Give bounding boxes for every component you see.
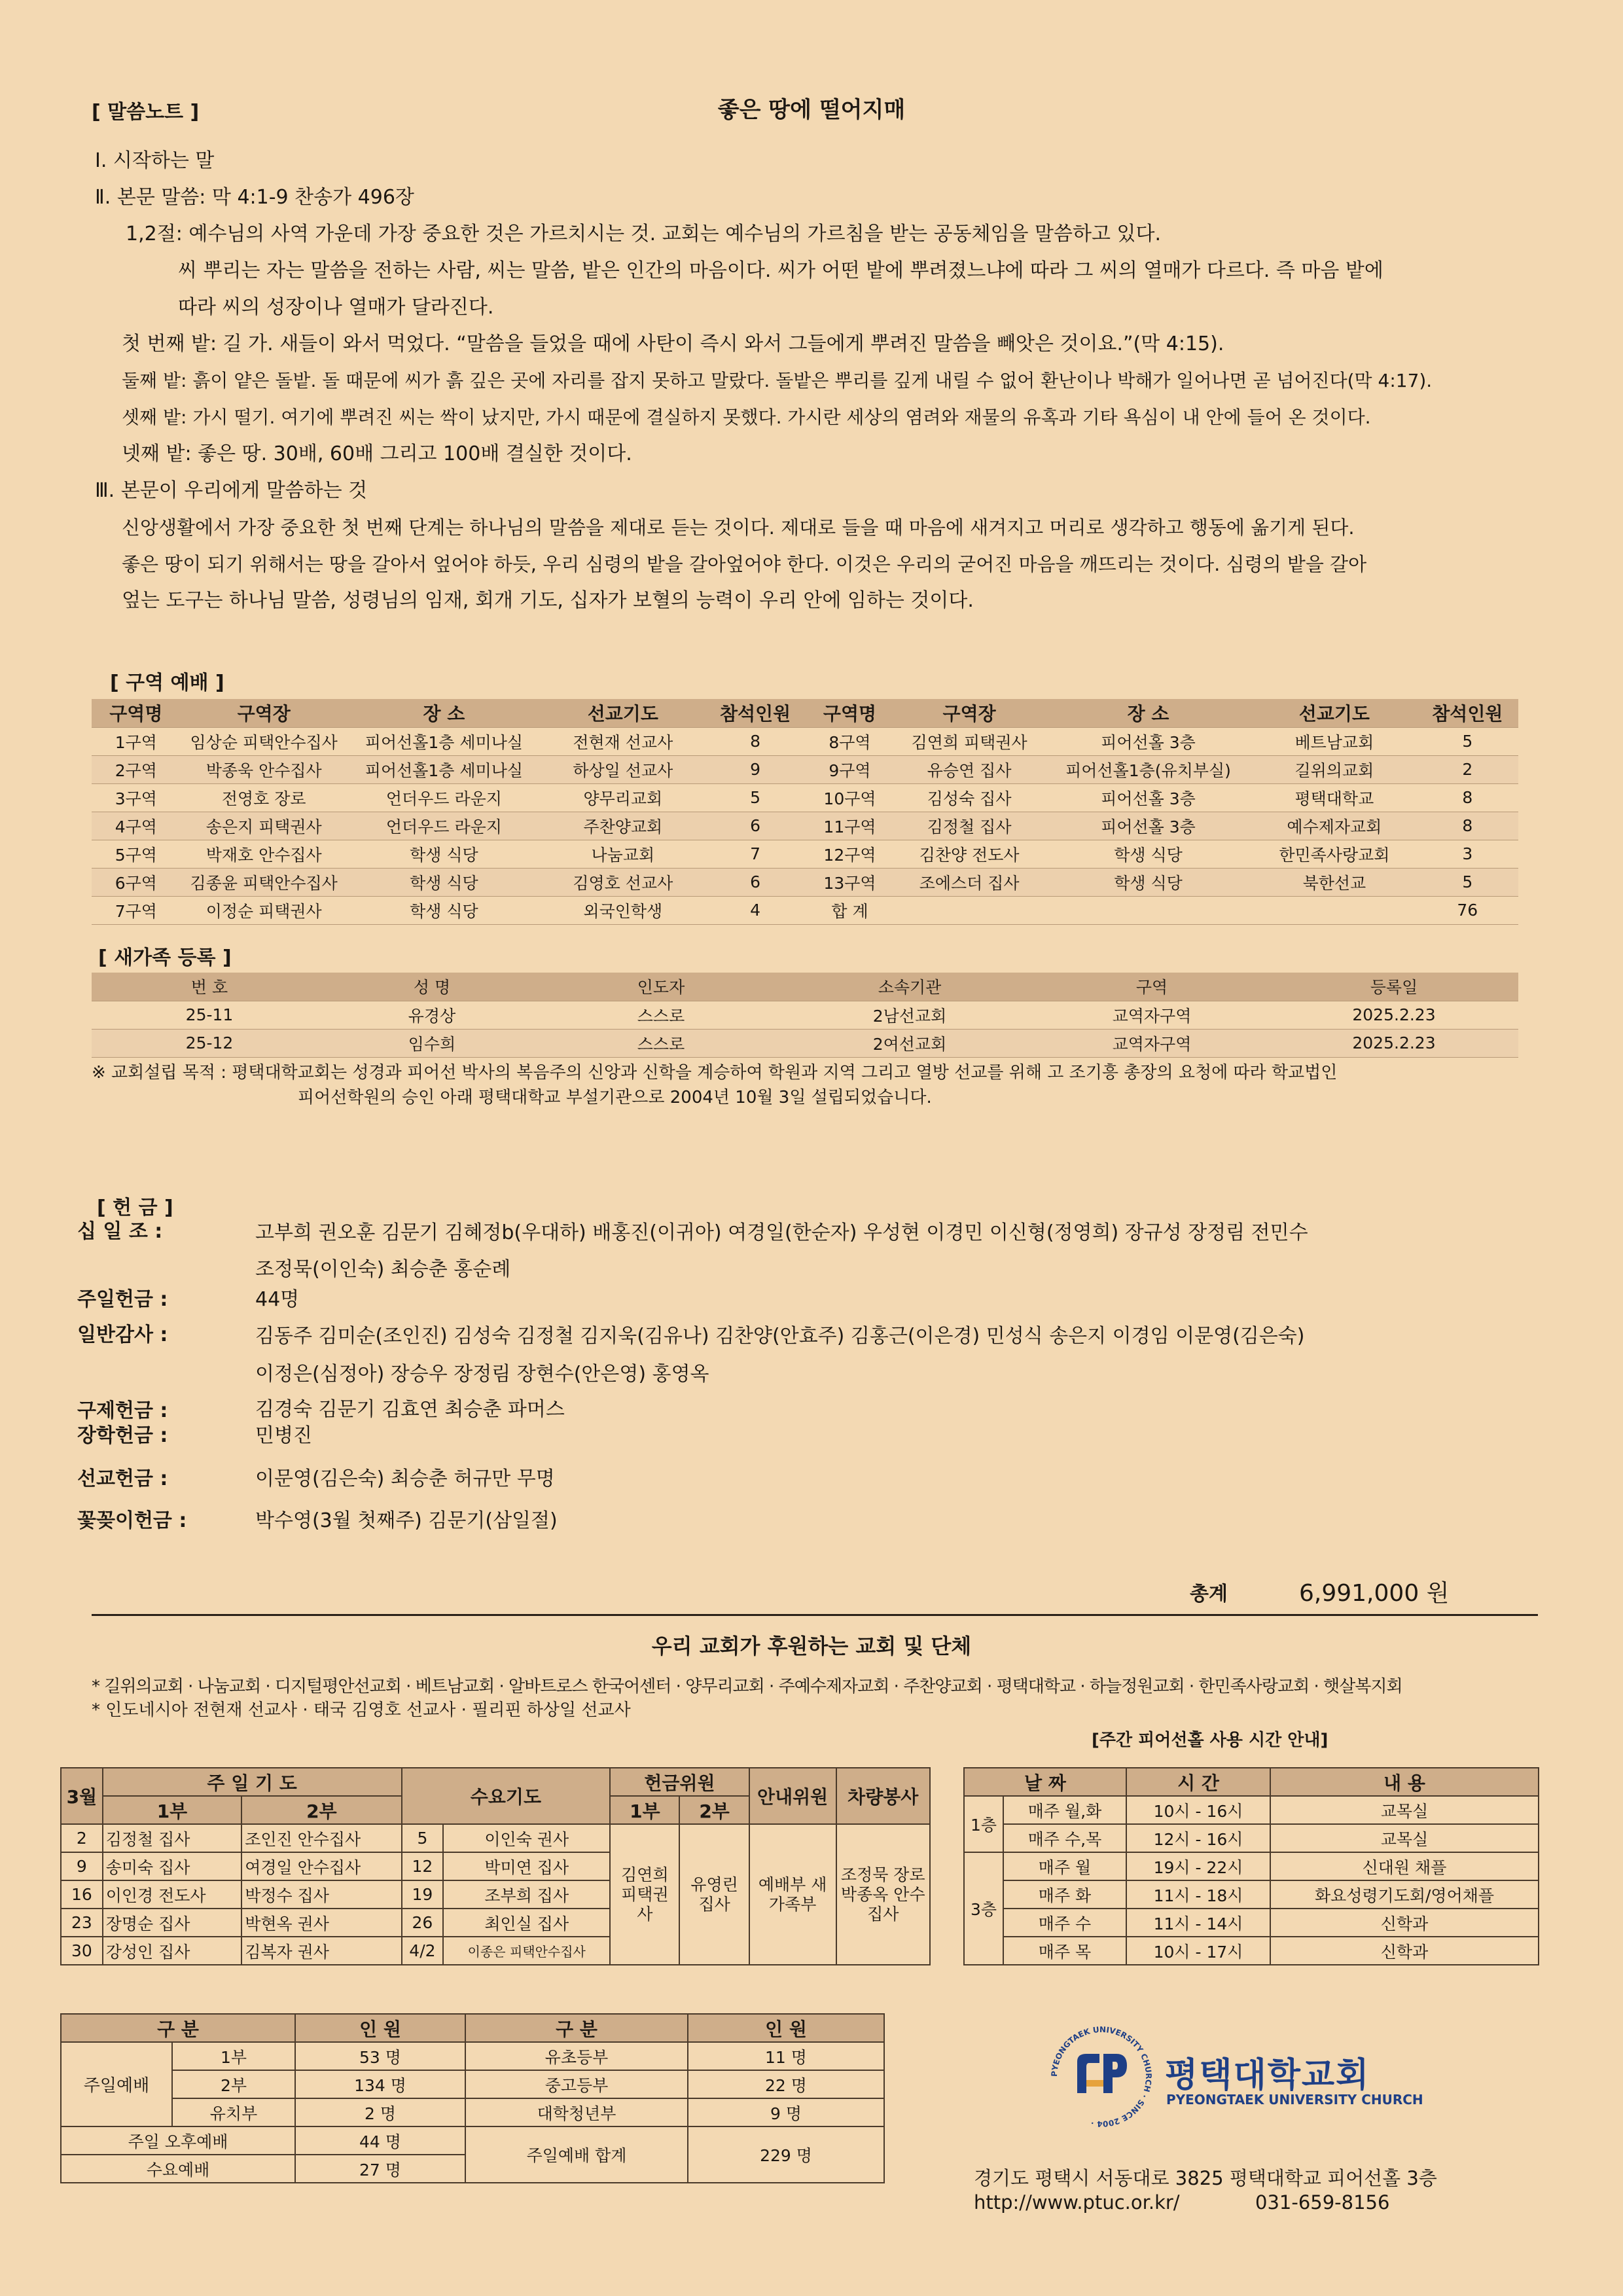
cell: 이종은 피택안수집사 bbox=[443, 1937, 610, 1965]
church-name: 평택대학교회 bbox=[1165, 2056, 1370, 2095]
cell: 2여선교회 bbox=[785, 1029, 1034, 1057]
col-header: 구역 bbox=[1034, 973, 1270, 1001]
sermon-line: 1,2절: 예수님의 사역 가운데 가장 중요한 것은 가르치시는 것. 교회는 예수님의 가르침을 받는 공동체임을 말씀하고 있다. bbox=[126, 223, 1161, 245]
cell: 박미연 집사 bbox=[443, 1852, 610, 1880]
col-header: 성 명 bbox=[327, 973, 537, 1001]
sermon-line: Ⅱ. 본문 말씀: 막 4:1-9 찬송가 496장 bbox=[95, 186, 414, 209]
cell: 이정순 피택권사 bbox=[181, 896, 348, 924]
cell: 11시 - 14시 bbox=[1126, 1909, 1270, 1937]
cell: 25-11 bbox=[92, 1001, 327, 1029]
table-row bbox=[92, 1001, 1518, 1029]
table-row bbox=[61, 2098, 884, 2126]
cell: 2남선교회 bbox=[785, 1001, 1034, 1029]
part2-header: 2부 bbox=[241, 1796, 401, 1824]
cell: 16 bbox=[61, 1880, 103, 1909]
table-row bbox=[92, 783, 1518, 812]
sermon-line: 첫 번째 밭: 길 가. 새들이 와서 먹었다. “말씀을 들었을 때에 사탄이 즉시 와서 그들에게 뿌려진 말씀을 빼앗은 것이요.”(막 4:15). bbox=[122, 332, 1224, 355]
mission-label: 선교헌금 : bbox=[77, 1467, 168, 1490]
cell: 교목실 bbox=[1270, 1824, 1539, 1852]
table-row bbox=[964, 1796, 1539, 1824]
cell: 평택대학교 bbox=[1252, 783, 1417, 812]
table-row bbox=[61, 2042, 884, 2070]
cell: 교역자구역 bbox=[1034, 1029, 1270, 1057]
cell: 10구역 bbox=[806, 783, 895, 812]
col-header: 참석인원 bbox=[705, 699, 806, 727]
cell: 박종욱 안수집사 bbox=[181, 755, 348, 783]
cell: 5구역 bbox=[92, 840, 181, 868]
cell: 76 bbox=[1417, 896, 1518, 924]
flower-names: 박수영(3월 첫째주) 김문기(삼일절) bbox=[255, 1509, 558, 1532]
cell: 19시 - 22시 bbox=[1126, 1852, 1270, 1880]
col-header: 소속기관 bbox=[785, 973, 1034, 1001]
cell: 23 bbox=[61, 1909, 103, 1937]
cell: 학생 식당 bbox=[1044, 868, 1252, 896]
cell: 스스로 bbox=[537, 1029, 785, 1057]
cell: 7구역 bbox=[92, 896, 181, 924]
sunday-prayer-header: 주 일 기 도 bbox=[103, 1768, 402, 1796]
tithe-label: 십 일 조 : bbox=[77, 1220, 163, 1243]
cell: 신학과 bbox=[1270, 1937, 1539, 1965]
relief-names: 김경숙 김문기 김효연 최승춘 파머스 bbox=[255, 1398, 565, 1421]
cell: 매주 화 bbox=[1003, 1880, 1126, 1909]
sermon-line: Ⅰ. 시작하는 말 bbox=[95, 149, 215, 172]
count-header: 인 원 bbox=[295, 2014, 465, 2042]
cell: 1부 bbox=[172, 2042, 295, 2070]
cell: 나눔교회 bbox=[541, 840, 705, 868]
thanks-names-cont: 이정은(심정아) 장승우 장정림 장현수(안은영) 홍영옥 bbox=[255, 1363, 709, 1386]
vehicle-names: 조정묵 장로 박종옥 안수집사 bbox=[836, 1824, 930, 1965]
newcomers-table bbox=[92, 973, 1518, 1058]
cell: 27 명 bbox=[295, 2155, 465, 2183]
cell: 학생 식당 bbox=[348, 868, 541, 896]
sermon-label: [ 말씀노트 ] bbox=[92, 101, 200, 124]
col-header: 참석인원 bbox=[1417, 699, 1518, 727]
cell: 2부 bbox=[172, 2070, 295, 2098]
table-row bbox=[92, 812, 1518, 840]
cell: 12시 - 16시 bbox=[1126, 1824, 1270, 1852]
floor-3: 3층 bbox=[964, 1852, 1003, 1965]
cell: 수요예배 bbox=[61, 2155, 295, 2183]
scholarship-label: 장학헌금 : bbox=[77, 1424, 168, 1447]
cell: 김영호 선교사 bbox=[541, 868, 705, 896]
cell: 2025.2.23 bbox=[1270, 1001, 1518, 1029]
col-header: 구역장 bbox=[894, 699, 1044, 727]
cell: 교역자구역 bbox=[1034, 1001, 1270, 1029]
prayer-table bbox=[60, 1767, 931, 1965]
cell: 주일 오후예배 bbox=[61, 2126, 295, 2155]
church-website-link[interactable]: http://www.ptuc.or.kr/ bbox=[974, 2191, 1180, 2214]
cell: 피어선홀 3층 bbox=[1044, 783, 1252, 812]
cell: 김정철 집사 bbox=[103, 1824, 241, 1852]
cell: 임수희 bbox=[327, 1029, 537, 1057]
cell: 길위의교회 bbox=[1252, 755, 1417, 783]
category-header: 구 분 bbox=[61, 2014, 295, 2042]
cell: 3구역 bbox=[92, 783, 181, 812]
offering-label: [ 헌 금 ] bbox=[97, 1196, 173, 1219]
mission-names: 이문영(김은숙) 최승춘 허규만 무명 bbox=[255, 1467, 555, 1490]
founding-note-cont: 피어선학원의 승인 아래 평택대학교 부설기관으로 2004년 10월 3일 설립되었습니다. bbox=[298, 1088, 932, 1107]
cell: 5 bbox=[402, 1824, 444, 1852]
cell: 피어선홀1층(유치부실) bbox=[1044, 755, 1252, 783]
cell: 박재호 안수집사 bbox=[181, 840, 348, 868]
support-title: 우리 교회가 후원하는 교회 및 단체 bbox=[651, 1634, 972, 1659]
cell: 134 명 bbox=[295, 2070, 465, 2098]
sermon-line: 엎는 도구는 하나님 말씀, 성령님의 임재, 회개 기도, 십자가 보혈의 능력이 우리 안에 임하는 것이다. bbox=[122, 589, 974, 612]
cell: 합 계 bbox=[806, 896, 895, 924]
support-missionaries: * 인도네시아 전현재 선교사 · 태국 김영호 선교사 · 필리핀 하상일 선교사 bbox=[92, 1700, 631, 1720]
schedule-title: [주간 피어선홀 사용 시간 안내] bbox=[1092, 1731, 1329, 1750]
usher-header: 안내위원 bbox=[749, 1768, 836, 1824]
founding-note: ※ 교회설립 목적 : 평택대학교회는 성경과 피어선 박사의 복음주의 신앙과 신학을 계승하여 학원과 지역 그리고 열방 선교를 위해 고 조기흥 총장의 요청에 따라 학교법인 bbox=[92, 1063, 1338, 1083]
church-phone: 031-659-8156 bbox=[1255, 2191, 1390, 2214]
cell: 2 명 bbox=[295, 2098, 465, 2126]
table-row bbox=[61, 2126, 884, 2155]
cell bbox=[1252, 896, 1417, 924]
table-row bbox=[92, 896, 1518, 924]
cell: 조에스더 집사 bbox=[894, 868, 1044, 896]
month-header: 3월 bbox=[61, 1768, 103, 1824]
district-label: [ 구역 예배 ] bbox=[110, 672, 224, 694]
cell: 외국인학생 bbox=[541, 896, 705, 924]
category-header-2: 구 분 bbox=[465, 2014, 688, 2042]
sermon-line: 좋은 땅이 되기 위해서는 땅을 갈아서 엎어야 하듯, 우리 심령의 밭을 갈아엎어야 한다. 이것은 우리의 굳어진 마음을 깨뜨리는 것이다. 심령의 밭을 갈아 bbox=[122, 553, 1367, 575]
cell: 여경일 안수집사 bbox=[241, 1852, 401, 1880]
cell: 4 bbox=[705, 896, 806, 924]
thanks-names: 김동주 김미순(조인진) 김성숙 김정철 김지욱(김유나) 김찬양(안효주) 김홍근(이은경) 민성식 송은지 이경임 이문영(김은숙) bbox=[255, 1325, 1305, 1348]
table-row bbox=[92, 840, 1518, 868]
off2-header: 2부 bbox=[679, 1796, 749, 1824]
table-row bbox=[964, 1880, 1539, 1909]
cell: 12구역 bbox=[806, 840, 895, 868]
cell: 11시 - 18시 bbox=[1126, 1880, 1270, 1909]
cell bbox=[1044, 896, 1252, 924]
col-header: 선교기도 bbox=[541, 699, 705, 727]
table-row bbox=[92, 755, 1518, 783]
part1-header: 1부 bbox=[103, 1796, 241, 1824]
cell: 7 bbox=[705, 840, 806, 868]
cell: 4구역 bbox=[92, 812, 181, 840]
sermon-line: 씨 뿌리는 자는 말씀을 전하는 사람, 씨는 말씀, 밭은 인간의 마음이다. 씨가 어떤 밭에 뿌려졌느냐에 따라 그 씨의 열매가 다르다. 즉 마음 밭에 bbox=[178, 259, 1383, 282]
cell: 8 bbox=[705, 727, 806, 755]
scholarship-names: 민병진 bbox=[255, 1424, 312, 1447]
cell: 피어선홀1층 세미나실 bbox=[348, 755, 541, 783]
cell: 한민족사랑교회 bbox=[1252, 840, 1417, 868]
sermon-line: 둘째 밭: 흙이 얕은 돌밭. 돌 때문에 씨가 흙 깊은 곳에 자리를 잡지 못하고 말랐다. 돌밭은 뿌리를 깊게 내릴 수 없어 환난이나 박해가 일어나면 곧 넘어진다(막 4:17). bbox=[122, 370, 1433, 391]
cell: 학생 식당 bbox=[348, 896, 541, 924]
col-header: 번 호 bbox=[92, 973, 327, 1001]
cell: 26 bbox=[402, 1909, 444, 1937]
cell: 조인진 안수집사 bbox=[241, 1824, 401, 1852]
sunday-offering-count: 44명 bbox=[255, 1288, 300, 1311]
total-value-cell: 229 명 bbox=[688, 2126, 884, 2183]
cell: 유승연 집사 bbox=[894, 755, 1044, 783]
cell: 22 명 bbox=[688, 2070, 884, 2098]
col-header: 등록일 bbox=[1270, 973, 1518, 1001]
col-header: 구역명 bbox=[92, 699, 181, 727]
cell: 북한선교 bbox=[1252, 868, 1417, 896]
tithe-names: 고부희 권오훈 김문기 김혜정b(우대하) 배홍진(이귀아) 여경일(한순자) 우성현 이경민 이신형(정영희) 장규성 장정림 전민수 bbox=[255, 1221, 1308, 1244]
sermon-line: 따라 씨의 성장이나 열매가 달라진다. bbox=[178, 296, 494, 319]
cell: 9구역 bbox=[806, 755, 895, 783]
cell: 매주 수 bbox=[1003, 1909, 1126, 1937]
date-header: 날 짜 bbox=[964, 1768, 1126, 1796]
table-row bbox=[964, 1937, 1539, 1965]
cell: 박정수 집사 bbox=[241, 1880, 401, 1909]
church-name-en: PYEONGTAEK UNIVERSITY CHURCH bbox=[1166, 2092, 1423, 2108]
district-header-row bbox=[92, 699, 1518, 727]
cell: 주찬양교회 bbox=[541, 812, 705, 840]
schedule-table bbox=[963, 1767, 1539, 1965]
cell: 2 bbox=[61, 1824, 103, 1852]
cell: 신대원 채플 bbox=[1270, 1852, 1539, 1880]
cell: 유치부 bbox=[172, 2098, 295, 2126]
newcomers-header-row bbox=[92, 973, 1518, 1001]
table-row bbox=[92, 868, 1518, 896]
cell: 2025.2.23 bbox=[1270, 1029, 1518, 1057]
col-header: 장 소 bbox=[348, 699, 541, 727]
table-row bbox=[61, 2070, 884, 2098]
sermon-line: 넷째 밭: 좋은 땅. 30배, 60배 그리고 100배 결실한 것이다. bbox=[122, 442, 632, 465]
seal-text: PYEONGTAEK UNIVERSITY CHURCH · SINCE 2004 · bbox=[1049, 2024, 1154, 2129]
col-header: 장 소 bbox=[1044, 699, 1252, 727]
cell: 장명순 집사 bbox=[103, 1909, 241, 1937]
col-header: 구역장 bbox=[181, 699, 348, 727]
cell: 김종윤 피택안수집사 bbox=[181, 868, 348, 896]
wed-prayer-header: 수요기도 bbox=[402, 1768, 611, 1824]
floor-1: 1층 bbox=[964, 1796, 1003, 1852]
table-row bbox=[92, 1029, 1518, 1057]
cell: 스스로 bbox=[537, 1001, 785, 1029]
cell: 5 bbox=[1417, 868, 1518, 896]
sunday-worship-label: 주일예배 bbox=[61, 2042, 172, 2126]
cell: 매주 수,목 bbox=[1003, 1824, 1126, 1852]
cell: 12 bbox=[402, 1852, 444, 1880]
sermon-title: 좋은 땅에 떨어지매 bbox=[717, 97, 906, 123]
cell: 김복자 권사 bbox=[241, 1937, 401, 1965]
cell: 매주 월,화 bbox=[1003, 1796, 1126, 1824]
cell: 양무리교회 bbox=[541, 783, 705, 812]
cell: 이인경 전도사 bbox=[103, 1880, 241, 1909]
prayer-header-row bbox=[61, 1768, 930, 1796]
cell: 8 bbox=[1417, 812, 1518, 840]
cell: 매주 월 bbox=[1003, 1852, 1126, 1880]
off1-header: 1부 bbox=[610, 1796, 679, 1824]
cell bbox=[894, 896, 1044, 924]
cell: 송미숙 집사 bbox=[103, 1852, 241, 1880]
cell: 25-12 bbox=[92, 1029, 327, 1057]
cell: 3 bbox=[1417, 840, 1518, 868]
table-row bbox=[964, 1909, 1539, 1937]
table-row bbox=[61, 1824, 930, 1852]
cell: 학생 식당 bbox=[1044, 840, 1252, 868]
content-header: 내 용 bbox=[1270, 1768, 1539, 1796]
cell: 송은지 피택권사 bbox=[181, 812, 348, 840]
cell: 2구역 bbox=[92, 755, 181, 783]
schedule-header-row bbox=[964, 1768, 1539, 1796]
cell: 최인실 집사 bbox=[443, 1909, 610, 1937]
cell: 피어선홀 3층 bbox=[1044, 812, 1252, 840]
cell: 임상순 피택안수집사 bbox=[181, 727, 348, 755]
cell: 대학청년부 bbox=[465, 2098, 688, 2126]
newcomers-label: [ 새가족 등록 ] bbox=[98, 946, 232, 969]
sermon-line: 신앙생활에서 가장 중요한 첫 번째 단계는 하나님의 말씀을 제대로 듣는 것이다. 제대로 들을 때 마음에 새겨지고 머리로 생각하고 행동에 옮기게 된다. bbox=[122, 516, 1355, 539]
offering-committee-1: 김연희 피택권사 bbox=[610, 1824, 679, 1965]
cell: 박현옥 권사 bbox=[241, 1909, 401, 1937]
table-row bbox=[92, 727, 1518, 755]
col-header: 선교기도 bbox=[1252, 699, 1417, 727]
cell: 유초등부 bbox=[465, 2042, 688, 2070]
cell: 김성숙 집사 bbox=[894, 783, 1044, 812]
cell: 4/2 bbox=[402, 1937, 444, 1965]
cell: 베트남교회 bbox=[1252, 727, 1417, 755]
support-list: * 길위의교회 · 나눔교회 · 디지털평안선교회 · 베트남교회 · 알바트로스 한국어센터 · 양무리교회 · 주예수제자교회 · 주찬양교회 · 평택대학교 · 하늘정원교회 · 한민족사랑교회 · 햇살복지회 bbox=[92, 1677, 1402, 1696]
cell: 8 bbox=[1417, 783, 1518, 812]
cell: 2 bbox=[1417, 755, 1518, 783]
col-header: 구역명 bbox=[806, 699, 895, 727]
cell: 중고등부 bbox=[465, 2070, 688, 2098]
cell: 이인숙 권사 bbox=[443, 1824, 610, 1852]
cell: 강성인 집사 bbox=[103, 1937, 241, 1965]
cell: 6구역 bbox=[92, 868, 181, 896]
cell: 피어선홀 3층 bbox=[1044, 727, 1252, 755]
district-table bbox=[92, 699, 1518, 925]
cell: 10시 - 17시 bbox=[1126, 1937, 1270, 1965]
cell: 11 명 bbox=[688, 2042, 884, 2070]
cell: 조부희 집사 bbox=[443, 1880, 610, 1909]
cell: 전영호 장로 bbox=[181, 783, 348, 812]
time-header: 시 간 bbox=[1126, 1768, 1270, 1796]
cell: 언더우드 라운지 bbox=[348, 812, 541, 840]
cell: 19 bbox=[402, 1880, 444, 1909]
offering-committee-2: 유영린 집사 bbox=[679, 1824, 749, 1965]
cell: 김연희 피택권사 bbox=[894, 727, 1044, 755]
cell: 13구역 bbox=[806, 868, 895, 896]
cell: 44 명 bbox=[295, 2126, 465, 2155]
sunday-offering-label: 주일헌금 : bbox=[77, 1288, 168, 1311]
divider bbox=[92, 1614, 1538, 1616]
cell: 9 bbox=[705, 755, 806, 783]
offering-committee-header: 헌금위원 bbox=[610, 1768, 749, 1796]
cell: 피어선홀1층 세미나실 bbox=[348, 727, 541, 755]
cell: 교목실 bbox=[1270, 1796, 1539, 1824]
church-address: 경기도 평택시 서동대로 3825 평택대학교 피어선홀 3층 bbox=[974, 2167, 1437, 2189]
cell: 6 bbox=[705, 812, 806, 840]
vehicle-header: 차량봉사 bbox=[836, 1768, 930, 1824]
cell: 학생 식당 bbox=[348, 840, 541, 868]
col-header: 인도자 bbox=[537, 973, 785, 1001]
cell: 예수제자교회 bbox=[1252, 812, 1417, 840]
cell: 유경상 bbox=[327, 1001, 537, 1029]
tithe-names-cont: 조정묵(이인숙) 최승춘 홍순례 bbox=[255, 1258, 511, 1281]
cell: 9 bbox=[61, 1852, 103, 1880]
cell: 화요성령기도회/영어채플 bbox=[1270, 1880, 1539, 1909]
flower-label: 꽃꽂이헌금 : bbox=[77, 1509, 187, 1532]
cell: 신학과 bbox=[1270, 1909, 1539, 1937]
count-header-2: 인 원 bbox=[688, 2014, 884, 2042]
cell: 11구역 bbox=[806, 812, 895, 840]
cell: 5 bbox=[705, 783, 806, 812]
cell: 8구역 bbox=[806, 727, 895, 755]
cell: 매주 목 bbox=[1003, 1937, 1126, 1965]
cell: 53 명 bbox=[295, 2042, 465, 2070]
sermon-line: Ⅲ. 본문이 우리에게 말씀하는 것 bbox=[95, 479, 368, 502]
total-label-cell: 주일예배 합계 bbox=[465, 2126, 688, 2183]
table-row bbox=[964, 1824, 1539, 1852]
cell: 김찬양 전도사 bbox=[894, 840, 1044, 868]
relief-label: 구제헌금 : bbox=[77, 1399, 168, 1422]
cell: 언더우드 라운지 bbox=[348, 783, 541, 812]
attendance-table bbox=[60, 2013, 885, 2183]
total-amount: 6,991,000 원 bbox=[1299, 1580, 1450, 1607]
cell: 5 bbox=[1417, 727, 1518, 755]
table-row bbox=[964, 1852, 1539, 1880]
total-label: 총계 bbox=[1190, 1583, 1228, 1605]
church-seal-icon bbox=[1046, 2021, 1157, 2132]
cell: 김정철 집사 bbox=[894, 812, 1044, 840]
cell: 1구역 bbox=[92, 727, 181, 755]
cell: 전현재 선교사 bbox=[541, 727, 705, 755]
cell: 6 bbox=[705, 868, 806, 896]
cell: 10시 - 16시 bbox=[1126, 1796, 1270, 1824]
usher-names: 예배부 새가족부 bbox=[749, 1824, 836, 1965]
cell: 하상일 선교사 bbox=[541, 755, 705, 783]
cell: 30 bbox=[61, 1937, 103, 1965]
thanks-label: 일반감사 : bbox=[77, 1323, 168, 1346]
cell: 9 명 bbox=[688, 2098, 884, 2126]
attendance-header-row bbox=[61, 2014, 884, 2042]
sermon-line: 셋째 밭: 가시 떨기. 여기에 뿌려진 씨는 싹이 났지만, 가시 때문에 결실하지 못했다. 가시란 세상의 염려와 재물의 유혹과 기타 욕심이 내 안에 들어 온 것이다. bbox=[122, 406, 1371, 428]
